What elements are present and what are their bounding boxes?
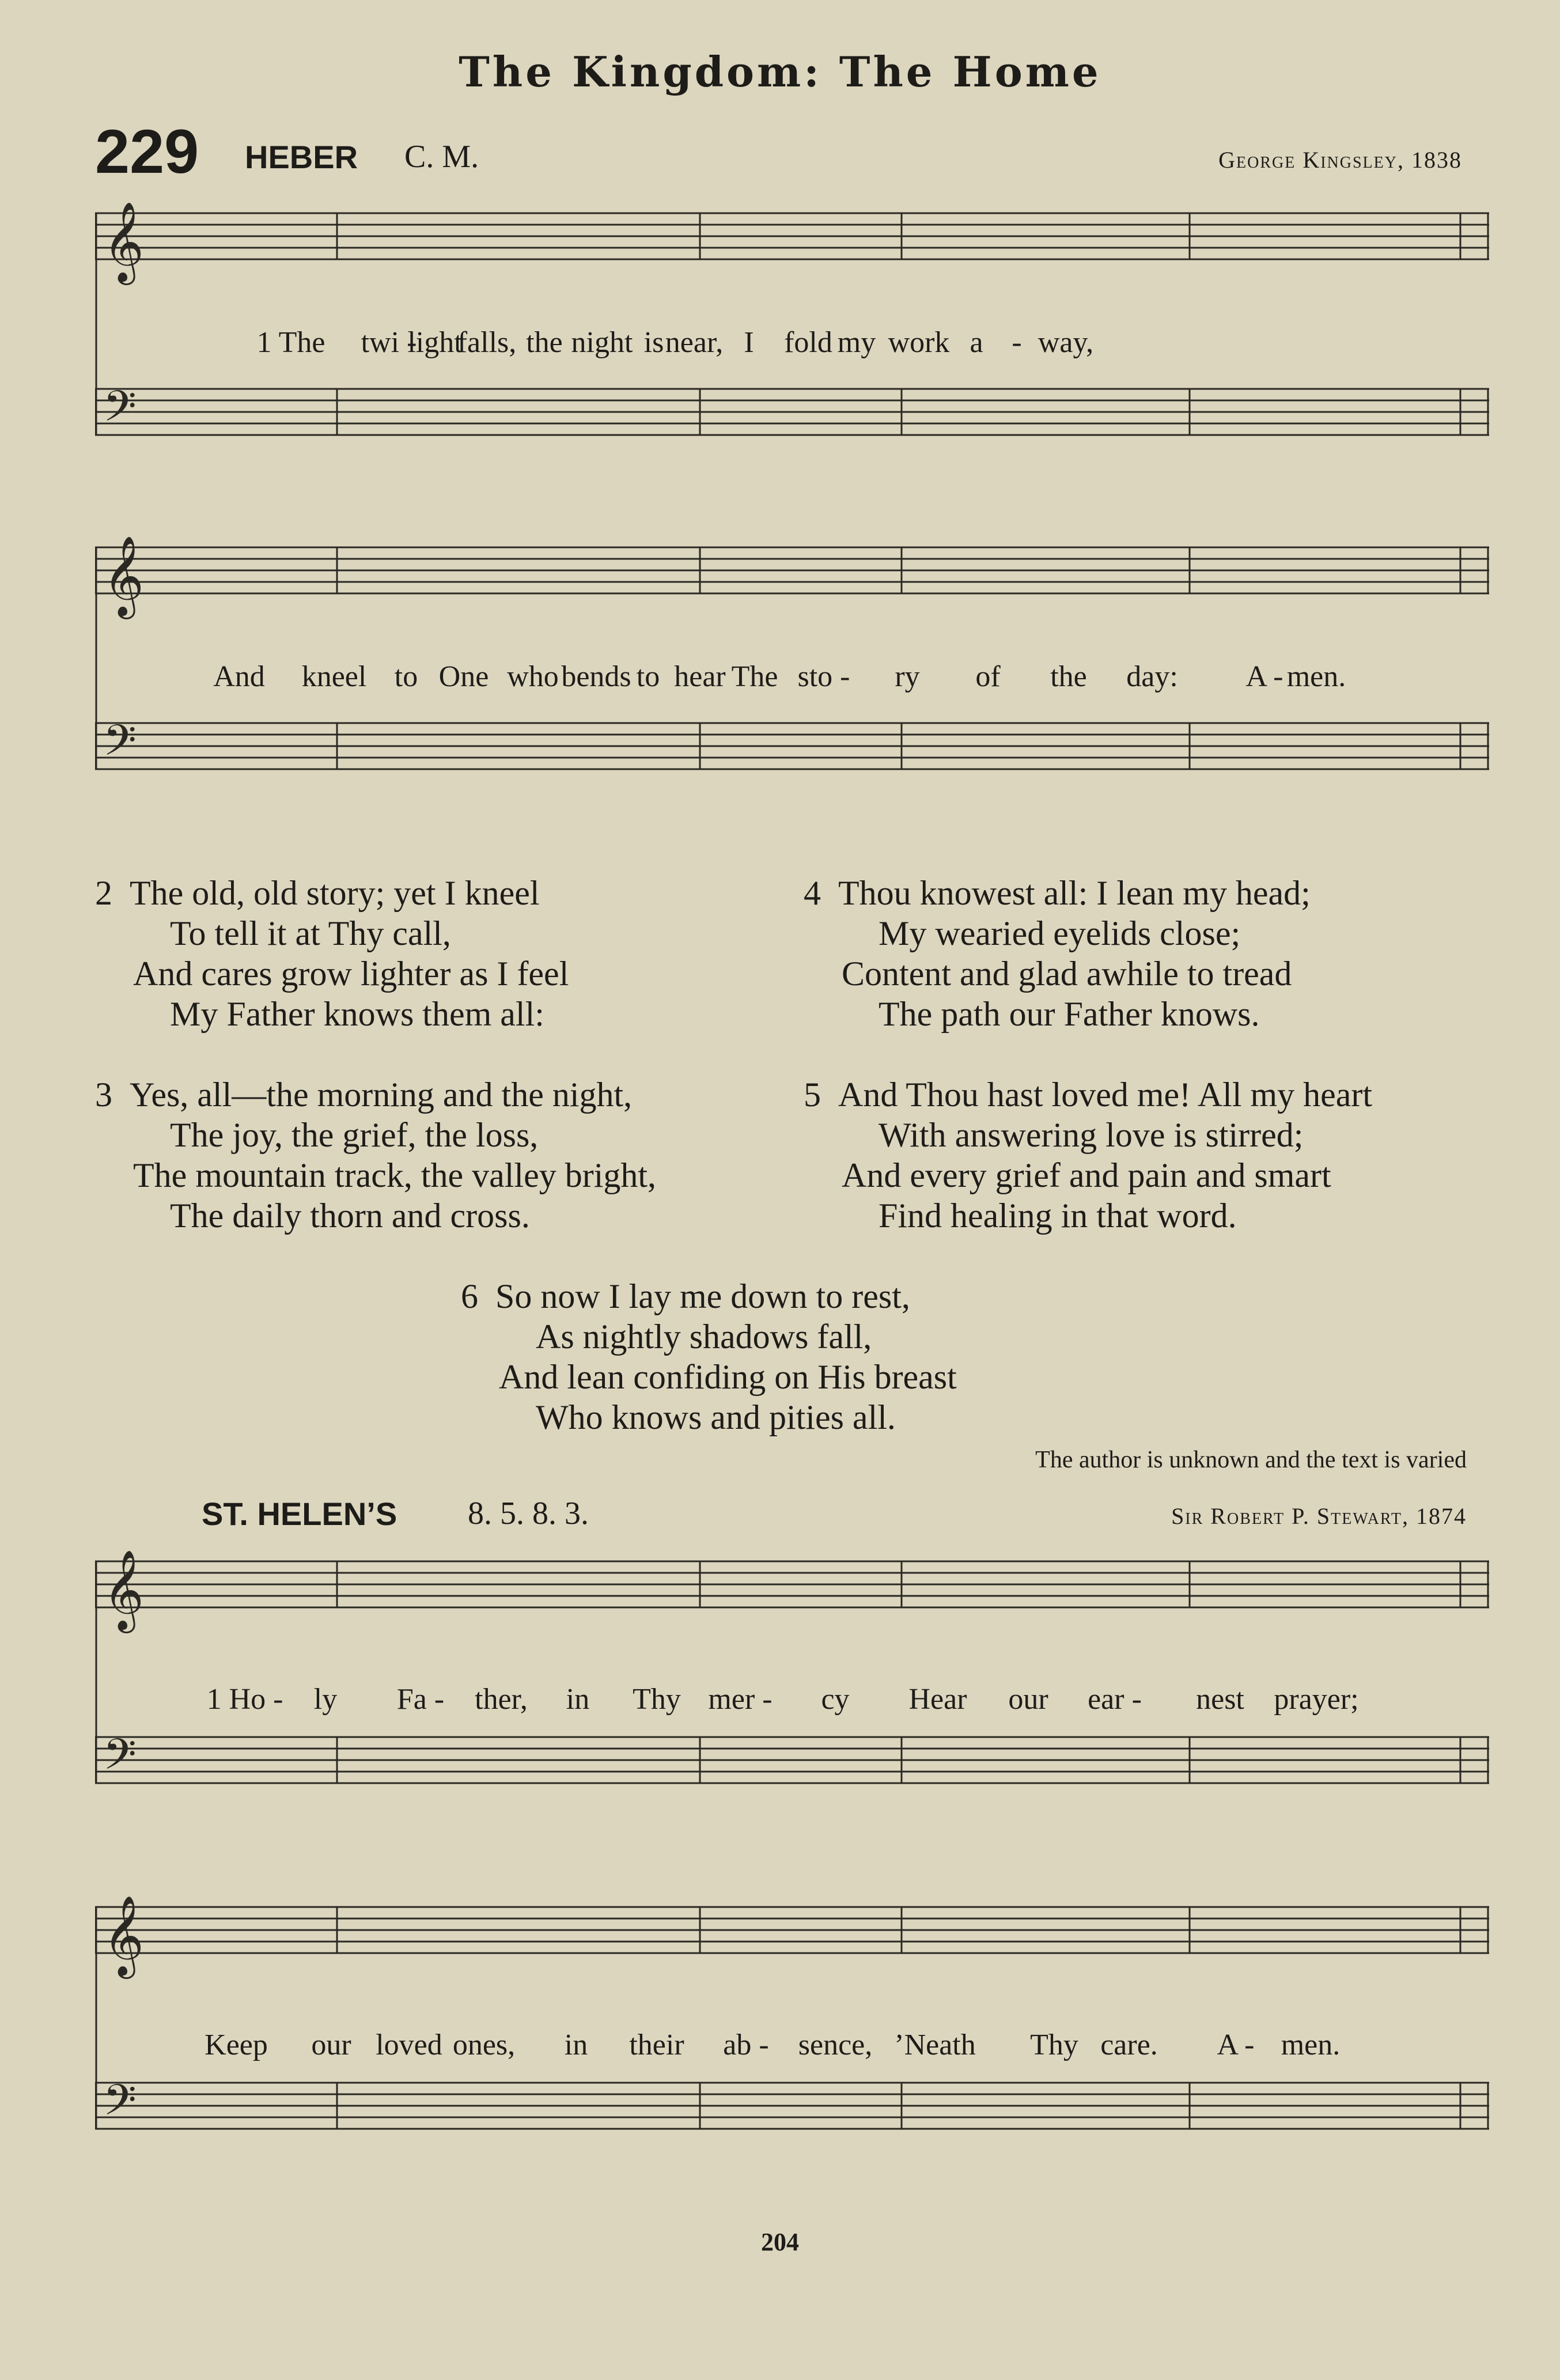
lyric-syllable: ’Neath (894, 2029, 976, 2061)
lyric-syllable: my (837, 326, 876, 359)
tune-name: HEBER (245, 139, 358, 175)
lyric-syllable: sto - (797, 660, 850, 693)
verse-line: And every grief and pain and smart (842, 1156, 1331, 1194)
page-number: 204 (761, 2228, 799, 2256)
lyric-syllable: men. (1281, 2029, 1341, 2061)
lyric-syllable: hear (674, 660, 726, 693)
lyric-line-4 (95, 2028, 1489, 2063)
lyric-syllable: to (394, 660, 418, 693)
verse-line: And lean confiding on His breast (499, 1358, 957, 1396)
lyric-syllable: the (526, 326, 563, 359)
lyric-syllable: 1 The (256, 326, 325, 359)
verse-line: As nightly shadows fall, (536, 1318, 872, 1356)
bass-clef-icon: 𝄢 (103, 716, 137, 776)
lyric-syllable: And (213, 660, 265, 693)
lyric-syllable: 1 Ho - (206, 1683, 283, 1716)
verse-number: 2 (95, 874, 112, 912)
verse-line: So now I lay me down to rest, (495, 1277, 910, 1315)
lyric-syllable: men. (1286, 660, 1346, 693)
music-system-2 (95, 530, 1489, 818)
treble-clef-icon: 𝄞 (103, 536, 144, 616)
lyric-line-2 (95, 660, 1489, 694)
lyric-syllable: our (1008, 1683, 1048, 1716)
verse-number: 5 (804, 1076, 821, 1114)
lyric-line-3 (95, 1682, 1489, 1717)
lyric-syllable: fold (784, 326, 832, 359)
verse-line: The joy, the grief, the loss, (170, 1116, 539, 1154)
lyric-syllable: ear - (1088, 1683, 1142, 1716)
lyric-syllable: A - (1217, 2029, 1255, 2061)
composer: George Kingsley, 1838 (1218, 147, 1462, 173)
lyric-syllable: our (311, 2029, 351, 2061)
verse-line: With answering love is stirred; (879, 1116, 1304, 1154)
lyric-syllable: falls, (457, 326, 517, 359)
verse-line: Thou knowest all: I lean my head; (838, 874, 1311, 912)
lyric-syllable: their (629, 2029, 684, 2061)
lyric-syllable: Thy (633, 1683, 681, 1716)
verse-line: The mountain track, the valley bright, (133, 1156, 657, 1194)
treble-clef-icon: 𝄞 (103, 202, 144, 282)
tune-meter: C. M. (404, 139, 479, 175)
verse-line: The old, old story; yet I kneel (130, 874, 540, 912)
lyric-syllable: a (970, 326, 983, 359)
lyric-syllable: is (643, 326, 664, 359)
verse-2 (95, 873, 569, 1034)
lyric-syllable: cy (821, 1683, 850, 1716)
bass-clef-icon: 𝄢 (103, 2075, 137, 2136)
lyric-syllable: One (438, 660, 489, 693)
lyric-syllable: ly (313, 1683, 338, 1716)
verse-line: Who knows and pities all. (536, 1398, 896, 1436)
verse-line: Content and glad awhile to tread (842, 955, 1292, 993)
verse-number: 4 (804, 874, 821, 912)
lyric-syllable: sence, (798, 2029, 873, 2061)
lyric-syllable: loved (376, 2029, 442, 2061)
lyric-syllable: to (636, 660, 660, 693)
verse-line: Find healing in that word. (879, 1197, 1237, 1235)
treble-staff (95, 1907, 1489, 1953)
verse-line: My Father knows them all: (170, 995, 544, 1033)
lyric-syllable: twi - (361, 326, 417, 359)
verse-number: 6 (461, 1277, 478, 1315)
lyric-syllable: Thy (1030, 2029, 1078, 2061)
bass-clef-icon: 𝄢 (103, 381, 137, 442)
lyric-syllable: kneel (301, 660, 367, 693)
verse-number: 3 (95, 1076, 112, 1114)
lyric-syllable: day: (1126, 660, 1178, 693)
lyric-syllable: of (975, 660, 1001, 693)
lyric-syllable: ab - (723, 2029, 769, 2061)
lyric-syllable: prayer; (1274, 1683, 1359, 1716)
lyric-syllable: A - (1245, 660, 1283, 693)
lyric-syllable: ry (895, 660, 920, 693)
verse-line: The path our Father knows. (879, 995, 1260, 1033)
lyric-syllable: bends (561, 660, 631, 693)
verse-line: And Thou hast loved me! All my heart (838, 1076, 1373, 1114)
verse-4 (804, 873, 1311, 1034)
lyric-syllable: the (1050, 660, 1087, 693)
lyric-syllable: who (507, 660, 559, 693)
lyric-syllable: way, (1038, 326, 1094, 359)
section-title: The Kingdom: The Home (459, 47, 1101, 96)
lyric-syllable: Keep (205, 2029, 268, 2061)
lyric-syllable: mer - (708, 1683, 773, 1716)
verse-line: The daily thorn and cross. (170, 1197, 530, 1235)
tune-name: ST. HELEN’S (202, 1496, 397, 1532)
lyric-syllable: nest (1196, 1683, 1244, 1716)
verse-5 (804, 1074, 1372, 1236)
music-system-3 (95, 1544, 1489, 1832)
treble-staff (95, 1561, 1489, 1607)
verse-line: My wearied eyelids close; (879, 914, 1241, 952)
bass-staff (95, 389, 1489, 435)
lyric-syllable: light (407, 326, 463, 359)
verse-3 (95, 1074, 656, 1236)
bass-clef-icon: 𝄢 (103, 1730, 137, 1790)
lyric-syllable: in (566, 1683, 590, 1716)
lyric-syllable: - (1012, 326, 1022, 359)
lyric-syllable: ther, (475, 1683, 528, 1716)
hymn-number: 229 (95, 116, 199, 186)
tune-meter: 8. 5. 8. 3. (468, 1496, 589, 1531)
lyric-syllable: work (888, 326, 950, 359)
lyric-syllable: The (731, 660, 778, 693)
lyric-syllable: night (571, 326, 633, 359)
lyric-syllable: Hear (908, 1683, 967, 1716)
music-system-4 (95, 1890, 1489, 2178)
bass-staff (95, 723, 1489, 769)
treble-clef-icon: 𝄞 (103, 1895, 144, 1976)
treble-staff (95, 547, 1489, 593)
lyric-line-1 (95, 326, 1489, 360)
verse-line: And cares grow lighter as I feel (133, 955, 569, 993)
composer: Sir Robert P. Stewart, 1874 (1171, 1503, 1467, 1529)
lyric-syllable: ones, (452, 2029, 516, 2061)
text-attribution: The author is unknown and the text is varied (1035, 1447, 1467, 1473)
lyric-syllable: near, (665, 326, 724, 359)
verse-line: To tell it at Thy call, (170, 914, 451, 952)
bass-staff (95, 1737, 1489, 1783)
lyric-syllable: I (744, 326, 754, 359)
bass-staff (95, 2083, 1489, 2129)
verse-6 (461, 1276, 957, 1437)
lyric-syllable: Fa - (396, 1683, 445, 1716)
verse-line: Yes, all—the morning and the night, (130, 1076, 633, 1114)
music-system-1 (95, 196, 1489, 484)
treble-staff (95, 213, 1489, 259)
lyric-syllable: in (564, 2029, 588, 2061)
lyric-syllable: care. (1100, 2029, 1158, 2061)
treble-clef-icon: 𝄞 (103, 1550, 144, 1630)
